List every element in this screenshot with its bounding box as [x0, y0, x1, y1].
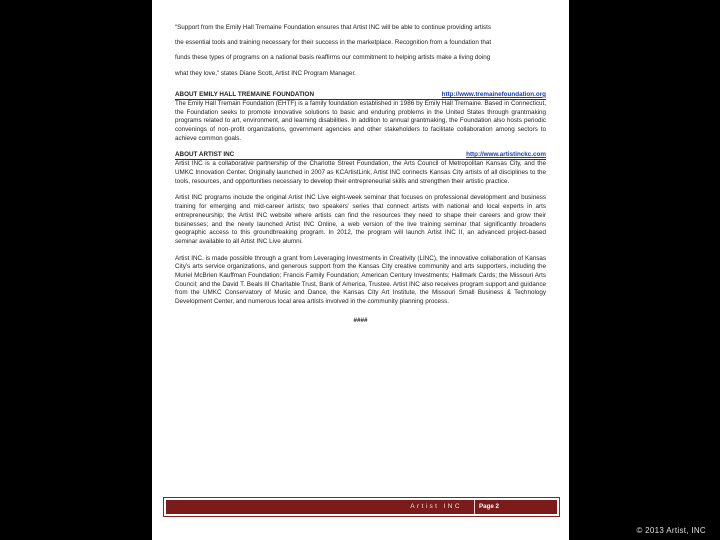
about-ehtf-heading-row	[175, 91, 546, 100]
quote-line: funds these types of programs on a national basis reaffirms our commitment to helping artists make a living doing	[175, 54, 491, 62]
document-page	[152, 0, 569, 540]
about-ehtf-section	[175, 91, 546, 144]
about-artist-inc-paragraph: Artist INC is a collaborative partnership of the Charlotte Street Foundation, the Arts Council of Metropolitan Kansas City, and the UMKC Innovation Center. Originally launched in 2007 as KCArtistLink, Artist INC connects Kansas City artists of all disciplines to the tools, resources, and opportunities necessary to develop their entrepreneurial skills and strengthen their artistic practice.	[175, 160, 546, 185]
end-mark: ####	[353, 316, 368, 324]
page-content	[175, 20, 546, 326]
about-artist-inc-paragraph: Artist INC. is made possible through a grant from Leveraging Investments in Creativity (LINC), the innovative collaboration of Kansas City’s arts service organizations, and generous support from the Kansas City creative community and arts supporters, including the Muriel McBrien Kauffman Foundation; Francis Family Foundation; American Century Investments; Hallmark Cards; the Missouri Arts Council; and the David T. Beals III Charitable Trust, Bank of America, Trustee. Artist INC also receives program support and guidance from the UMKC Conservatory of Music and Dance, the Kansas City Art Institute, the Missouri Small Business & Technology Development Center, and numerous local area artists involved in the community planning process.	[175, 254, 546, 306]
about-artist-inc-heading-row	[175, 151, 546, 160]
about-artist-inc-section	[175, 151, 546, 307]
footer-brand: Artist INC	[410, 503, 462, 510]
about-ehtf-heading: ABOUT EMILY HALL TREMAINE FOUNDATION	[175, 90, 314, 98]
ehtf-website-link[interactable]: http://www.tremainefoundation.org	[441, 90, 546, 98]
quote-line: the essential tools and training necessary for their success in the marketplace. Recognition from a foundation that	[175, 39, 492, 47]
artist-inc-website-link[interactable]: http://www.artistinckc.com	[466, 151, 546, 159]
about-ehtf-body: The Emily Hall Tremain Foundation (EHTF) is a family foundation established in 1986 by Emily Hall Tremaine. Based in Connecticut, the Foundation seeks to promote innovative solutions to basic and enduring problems in the United States through grantmaking programs related to art, environment, and learning disabilities. In addition to annual grantmaking, the Foundation also hosts periodic convenings of non-profit organizations, government agencies and other stakeholders to facilitate collaboration among sectors to achieve common goals.	[175, 99, 546, 142]
about-artist-inc-heading: ABOUT ARTIST INC	[175, 151, 235, 159]
page-footer	[163, 497, 560, 517]
quote-line: what they love,” states Diane Scott, Artist INC Program Manager.	[175, 69, 356, 77]
page-number: Page 2	[479, 503, 499, 510]
quote-line: “Support from the Emily Hall Tremaine Foundation ensures that Artist INC will be able to continue providing artists	[175, 24, 492, 31]
about-artist-inc-paragraph: Artist INC programs include the original Artist INC Live eight-week seminar that focuses on professional development and business training for emerging and mid-career artists; two speakers’ series that connect artists with national and local experts in arts entrepreneurship; the Artist INC website where artists can find the resources they need to shape their careers and grow their businesses; and the newly launched Artist INC Online, a web version of the live training seminar that significantly broadens geographic access to this groundbreaking program. In 2012, the program will launch Artist INC II, an advanced project-based seminar available to all Artist INC Live alumni.	[175, 194, 546, 245]
quote-block	[175, 20, 546, 81]
copyright-notice: © 2013 Artist, INC	[636, 526, 706, 535]
footer-bar	[166, 500, 557, 514]
